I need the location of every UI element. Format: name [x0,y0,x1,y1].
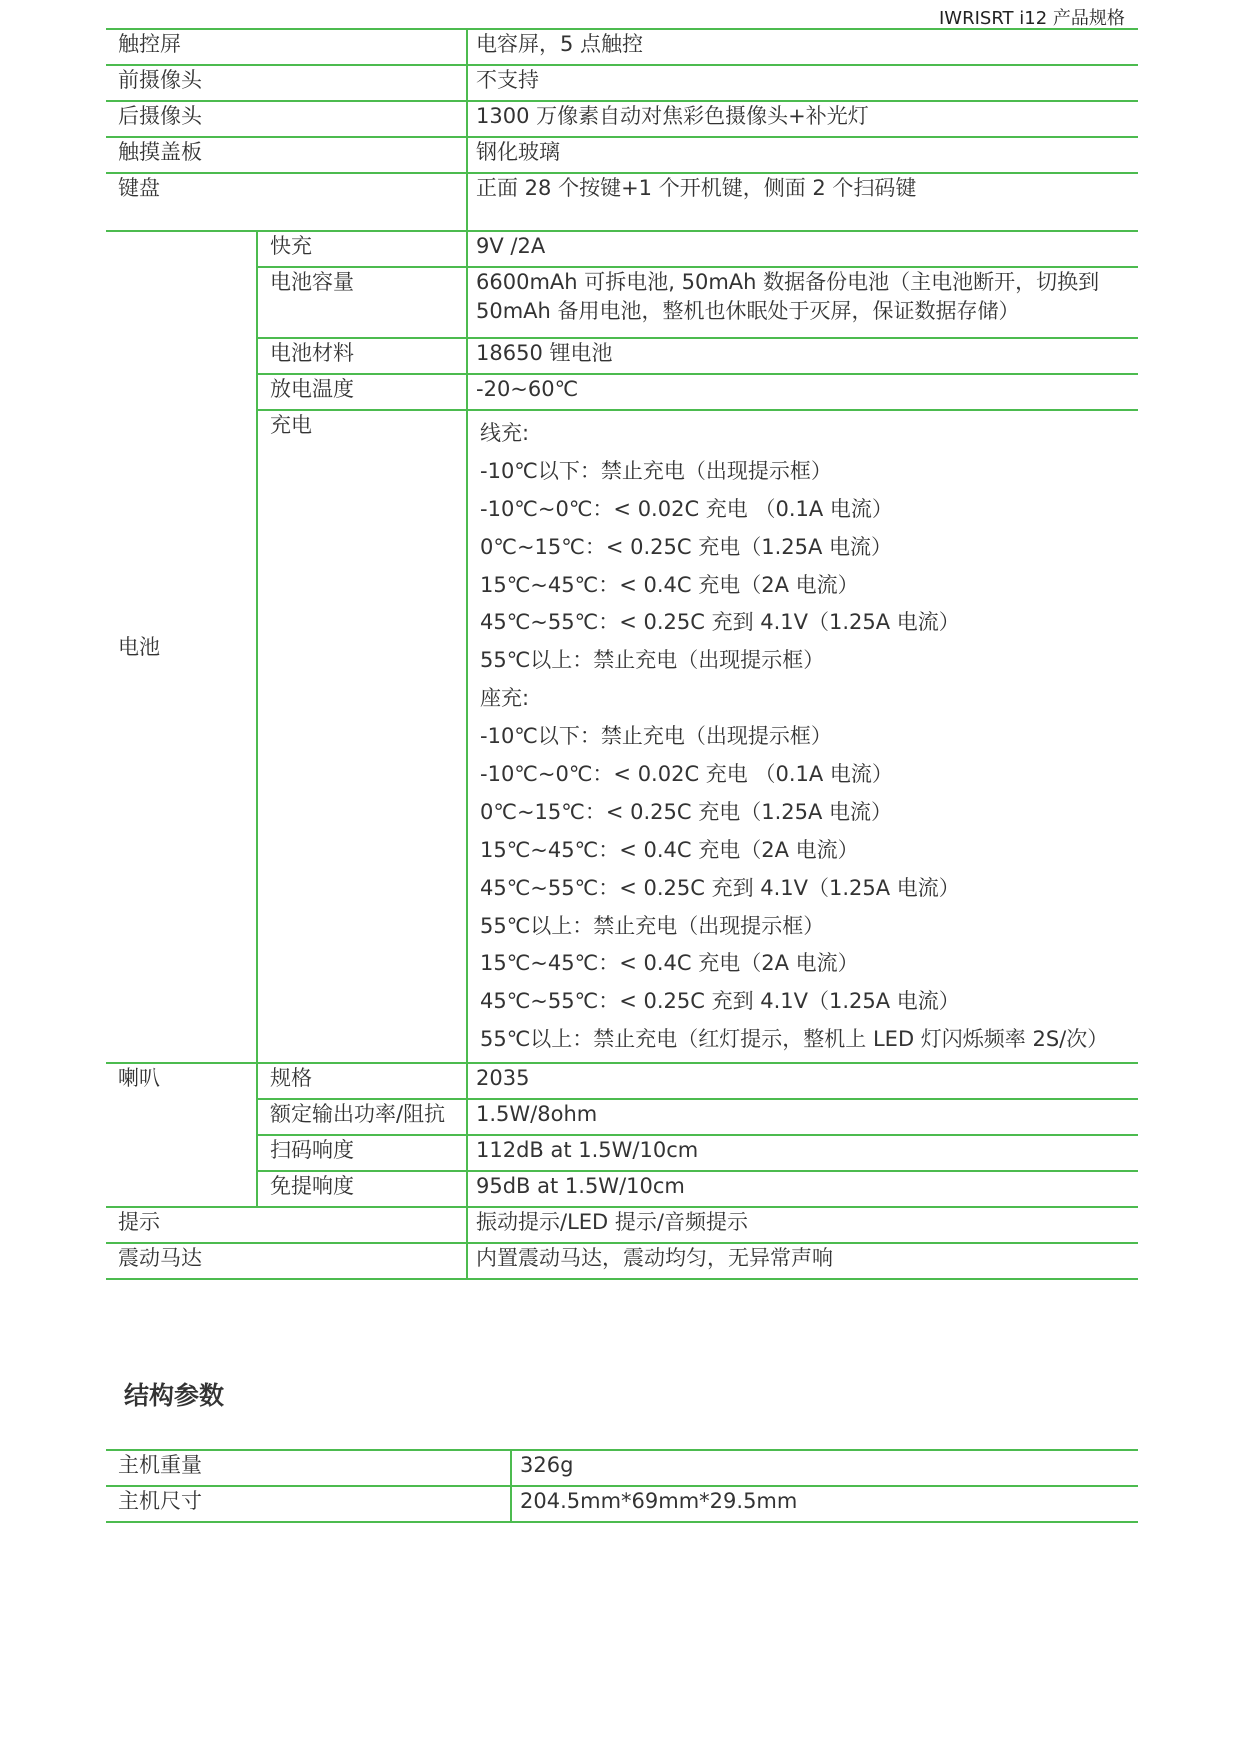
table-row [106,173,1138,231]
charging-rule: -10℃以下：禁止充电（出现提示框） [480,724,832,749]
speaker-group-label: 喇叭 [106,1063,257,1207]
row-value: 204.5mm*69mm*29.5mm [511,1486,1138,1522]
section-title-structure: 结构参数 [124,1381,225,1410]
charging-rule: 0℃~15℃：< 0.25C 充电（1.25A 电流） [480,799,893,824]
charging-rule: 45℃~55℃：< 0.25C 充到 4.1V（1.25A 电流） [480,875,960,900]
table-row [106,374,1138,410]
charging-rule: -10℃~0℃：< 0.02C 充电 （0.1A 电流） [480,496,893,521]
row-label: 触控屏 [106,29,467,65]
row-label: 主机尺寸 [106,1486,511,1522]
row-value: 电容屏，5 点触控 [467,29,1138,65]
table-row [106,267,1138,338]
table-row [106,1099,1138,1135]
document-header-title: IWRISRT i12 产品规格 [939,8,1125,29]
row-label: 前摄像头 [106,65,467,101]
charging-rule: 线充: [480,421,530,445]
row-value: 振动提示/LED 提示/音频提示 [467,1207,1138,1243]
table-row [106,1135,1138,1171]
row-label: 震动马达 [106,1243,467,1279]
row-label: 快充 [257,231,467,267]
table-row [106,1243,1138,1279]
row-label: 额定输出功率/阻抗 [257,1099,467,1135]
row-label: 后摄像头 [106,101,467,137]
table-row [106,410,1138,1063]
row-value: 内置震动马达，震动均匀，无异常声响 [467,1243,1138,1279]
row-label: 电池容量 [257,267,467,338]
row-label: 电池材料 [257,338,467,374]
row-value: 112dB at 1.5W/10cm [467,1135,1138,1171]
charging-rule: 55℃以上：禁止充电（出现提示框） [480,648,825,673]
charging-rule: 15℃~45℃：< 0.4C 充电（2A 电流） [480,572,859,597]
row-value: 326g [511,1450,1138,1486]
charging-rules [467,410,1138,1063]
spec-table-main [106,28,1138,1280]
row-label: 免提响度 [257,1171,467,1207]
battery-group-label: 电池 [106,231,257,1063]
table-row [106,1207,1138,1243]
charging-rule-list [476,411,1138,1062]
charging-rule: 55℃以上：禁止充电（红灯提示，整机上 LED 灯闪烁频率 2S/次） [480,1027,1109,1052]
row-label: 规格 [257,1063,467,1099]
row-label: 扫码响度 [257,1135,467,1171]
row-label: 提示 [106,1207,467,1243]
row-value: 不支持 [467,65,1138,101]
table-row [106,65,1138,101]
row-value: 1300 万像素自动对焦彩色摄像头+补光灯 [467,101,1138,137]
table-row [106,1486,1138,1522]
row-label: 主机重量 [106,1450,511,1486]
charging-rule: 45℃~55℃：< 0.25C 充到 4.1V（1.25A 电流） [480,610,960,635]
row-value: -20~60℃ [467,374,1138,410]
charging-rule: -10℃~0℃：< 0.02C 充电 （0.1A 电流） [480,762,893,787]
row-value: 1.5W/8ohm [467,1099,1138,1135]
table-row [106,29,1138,65]
charging-rule: 0℃~15℃：< 0.25C 充电（1.25A 电流） [480,534,893,559]
table-row [106,137,1138,173]
row-label: 放电温度 [257,374,467,410]
table-row [106,1171,1138,1207]
row-value: 95dB at 1.5W/10cm [467,1171,1138,1207]
table-row [106,338,1138,374]
row-value: 正面 28 个按键+1 个开机键，侧面 2 个扫码键 [467,173,1138,231]
row-value: 18650 锂电池 [467,338,1138,374]
table-row [106,231,1138,267]
row-value: 钢化玻璃 [467,137,1138,173]
row-value: 2035 [467,1063,1138,1099]
charging-rule: 15℃~45℃：< 0.4C 充电（2A 电流） [480,951,859,976]
row-label: 键盘 [106,173,467,231]
spec-table-structure [106,1449,1138,1523]
row-value: 6600mAh 可拆电池, 50mAh 数据备份电池（主电池断开，切换到 50mAh 备用电池，整机也休眠处于灭屏，保证数据存储） [467,267,1138,338]
charging-label: 充电 [257,410,467,1063]
row-value: 9V /2A [467,231,1138,267]
charging-rule: -10℃以下：禁止充电（出现提示框） [480,458,832,483]
table-row [106,1450,1138,1486]
charging-rule: 55℃以上：禁止充电（出现提示框） [480,913,825,938]
table-row [106,101,1138,137]
charging-rule: 15℃~45℃：< 0.4C 充电（2A 电流） [480,837,859,862]
row-label: 触摸盖板 [106,137,467,173]
table-row [106,1063,1138,1099]
charging-rule: 座充: [480,686,530,711]
charging-rule: 45℃~55℃：< 0.25C 充到 4.1V（1.25A 电流） [480,989,960,1014]
